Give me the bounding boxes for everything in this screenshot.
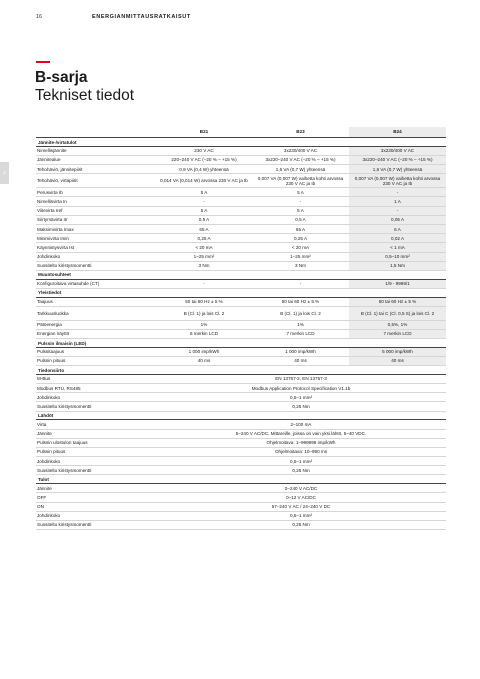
row-value-b24: 0,5–10 mm² [349, 252, 446, 261]
row-value-b21: - [156, 279, 252, 288]
table-row [36, 155, 446, 164]
section-header-row [36, 366, 446, 375]
table-row [36, 438, 446, 447]
table-row [36, 484, 446, 493]
row-value-b23: 50 tai 60 Hz ± 5 % [252, 297, 349, 306]
row-value-all: Modbus Application Protocol Specification V1.1b [156, 384, 446, 393]
row-value-b23: - [252, 279, 349, 288]
row-value-b21: 6 merkin LCD [156, 329, 252, 338]
table-row [36, 357, 446, 366]
table-row [36, 215, 446, 224]
row-label: Konfiguroitava virtasuhde (CT) [36, 279, 156, 288]
row-value-all: 0,5–1 mm² [156, 511, 446, 520]
row-label: Jännitealue [36, 155, 156, 164]
row-value-all: 0–240 V AC/DC [156, 484, 446, 493]
row-value-all: 0,5–1 mm² [156, 393, 446, 402]
language-side-tab [0, 162, 9, 184]
table-row [36, 347, 446, 356]
running-header: ENERGIANMITTAUSRATKAISUT [92, 14, 191, 20]
section-header-row [36, 138, 446, 147]
table-row [36, 393, 446, 402]
row-value-all: 0,25 Nm [156, 402, 446, 411]
section-header-row [36, 270, 446, 279]
table-row [36, 165, 446, 174]
table-row [36, 447, 446, 456]
row-label: Pulssitaajuus [36, 347, 156, 356]
row-label: M-Bus [36, 374, 156, 383]
row-label: Siirtymävirta Itr [36, 215, 156, 224]
table-row [36, 457, 446, 466]
row-label: Nimellisvirta In [36, 197, 156, 206]
row-label: Viitevirta Iref [36, 206, 156, 215]
table-row [36, 306, 446, 320]
table-row [36, 320, 446, 329]
row-label: Suositeltu kiristysmomentti [36, 402, 156, 411]
row-label: Käynnistysvirta Ist [36, 243, 156, 252]
table-row [36, 329, 446, 338]
section-title: Tiedonsiirto [36, 366, 446, 375]
row-label: Johdinkoko [36, 393, 156, 402]
row-value-b21: 0,5 A [156, 215, 252, 224]
column-header: B24 [349, 127, 446, 138]
row-value-b23: 3x230/400 V AC [252, 146, 349, 155]
table-row [36, 197, 446, 206]
row-value-all: Ohjelmoitava: 10–990 ms [156, 447, 446, 456]
table-row [36, 234, 446, 243]
row-label: ON [36, 502, 156, 511]
row-value-b23: 0,007 VA (0,007 W) vaihetta kohti arvossa 230 V AC ja Ib [252, 174, 349, 188]
row-value-b21: - [156, 197, 252, 206]
table-row [36, 206, 446, 215]
row-label: Suositeltu kiristysmomentti [36, 466, 156, 475]
row-value-b24: < 1 mA [349, 243, 446, 252]
row-label: Johdinkoko [36, 511, 156, 520]
row-label: Pätöenergia [36, 320, 156, 329]
row-value-b21: 40 ms [156, 357, 252, 366]
row-value-b23: 65 A [252, 225, 349, 234]
row-value-b21: 5 A [156, 188, 252, 197]
table-row [36, 402, 446, 411]
row-label: Tarkkuusluokka [36, 306, 156, 320]
page-title: B-sarja [35, 69, 88, 86]
table-row [36, 502, 446, 511]
row-label: Tehohäviö, jännitepiirit [36, 165, 156, 174]
row-value-b21: 0,9 VA (0,4 W) yhteensä [156, 165, 252, 174]
row-value-b21: 0,014 VA (0,014 W) arvossa 230 V AC ja Ib [156, 174, 252, 188]
row-value-b21: 230 V AC [156, 146, 252, 155]
column-header [36, 127, 156, 138]
row-value-b21: 220–240 V AC (–20 % – +15 %) [156, 155, 252, 164]
row-label: Jännite [36, 484, 156, 493]
page-subtitle: Tekniset tiedot [35, 87, 135, 104]
row-label: Virta [36, 420, 156, 429]
section-title: Lähdöt [36, 411, 446, 420]
table-row [36, 261, 446, 270]
row-value-b21: 0,25 A [156, 234, 252, 243]
row-label: Tehohäviö, virtapiirit [36, 174, 156, 188]
row-value-b24: 0,5%, 1% [349, 320, 446, 329]
row-value-b24: - [349, 206, 446, 215]
column-header: B23 [252, 127, 349, 138]
row-value-b24: 1 A [349, 197, 446, 206]
table-row [36, 493, 446, 502]
row-value-all: EN 13757-2, EN 13757-3 [156, 374, 446, 383]
accent-bar [36, 61, 50, 63]
row-label: Modbus RTU, RS485 [36, 384, 156, 393]
row-value-b23: 0,25 A [252, 234, 349, 243]
row-label: Johdinkoko [36, 457, 156, 466]
section-title: Yleistiedot [36, 288, 446, 297]
row-value-b23: 5 A [252, 188, 349, 197]
row-value-b24: 1,6 VA (0,7 W) yhteensä [349, 165, 446, 174]
table-row [36, 297, 446, 306]
row-value-b24: 5 000 imp/kWh [349, 347, 446, 356]
row-label: Nimellisjännite [36, 146, 156, 155]
row-value-all: 57–240 V AC / 24–240 V DC [156, 502, 446, 511]
row-value-all: 0–12 V AC/DC [156, 493, 446, 502]
row-value-b24: 3x230/400 V AC [349, 146, 446, 155]
section-title: Tulot [36, 475, 446, 484]
row-value-all: 2–100 mA [156, 420, 446, 429]
row-value-b23: - [252, 197, 349, 206]
row-value-b24: 0,007 VA (0,007 W) vaihetta kohti arvossa 230 V AC ja Ib [349, 174, 446, 188]
table-row [36, 279, 446, 288]
row-value-b24: B (Cl. 1) tai C (Cl. 0,5 S) ja lois Cl. 2 [349, 306, 446, 320]
row-value-b21: 1 000 imp/kWh [156, 347, 252, 356]
spec-table [36, 127, 446, 530]
section-title: Pulssin ilmaisin (LED) [36, 339, 446, 348]
row-value-b21: 50 tai 60 Hz ± 5 % [156, 297, 252, 306]
section-header-row [36, 288, 446, 297]
row-value-b24: 40 ms [349, 357, 446, 366]
row-value-b24: 0,02 A [349, 234, 446, 243]
row-value-all: Ohjelmoitava: 1–999999 imp/kWh [156, 438, 446, 447]
row-value-b23: 1,6 VA (0,7 W) yhteensä [252, 165, 349, 174]
row-value-b21: 5 A [156, 206, 252, 215]
row-value-b23: 7 merkin LCD [252, 329, 349, 338]
row-value-b23: 0,5 A [252, 215, 349, 224]
table-row [36, 243, 446, 252]
row-label: Taajuus [36, 297, 156, 306]
table-row [36, 374, 446, 383]
table-row [36, 429, 446, 438]
row-value-b24: 3x220–240 V AC (–20 % – +15 %) [349, 155, 446, 164]
table-header-row [36, 127, 446, 138]
row-label: Suositeltu kiristysmomentti [36, 520, 156, 529]
table-row [36, 520, 446, 529]
row-value-b21: 3 Nm [156, 261, 252, 270]
row-value-b23: 40 ms [252, 357, 349, 366]
row-label: Jännite [36, 429, 156, 438]
table-row [36, 252, 446, 261]
row-value-b23: < 20 mA [252, 243, 349, 252]
row-value-all: 0,25 Nm [156, 466, 446, 475]
row-value-b21: < 20 mA [156, 243, 252, 252]
row-value-b23: 3 Nm [252, 261, 349, 270]
row-label: Suositeltu kiristysmomentti [36, 261, 156, 270]
row-value-b24: 1,5 Nm [349, 261, 446, 270]
row-value-b24: 1/9 - 9999/1 [349, 279, 446, 288]
table-row [36, 466, 446, 475]
table-row [36, 420, 446, 429]
row-value-b24: 6 A [349, 225, 446, 234]
row-value-b21: 1–25 mm² [156, 252, 252, 261]
section-title: Muuntosuhteet [36, 270, 446, 279]
table-body [36, 138, 446, 530]
row-value-all: 0,25 Nm [156, 520, 446, 529]
row-label: Pulssin pituus [36, 357, 156, 366]
row-label: Johdinkoko [36, 252, 156, 261]
row-value-b24: - [349, 188, 446, 197]
row-value-b24: 50 tai 60 Hz ± 5 % [349, 297, 446, 306]
row-value-all: 0,5–1 mm² [156, 457, 446, 466]
row-value-b21: 65 A [156, 225, 252, 234]
row-label: OFF [36, 493, 156, 502]
section-title: Jännite-/virtatulot [36, 138, 446, 147]
row-value-b24: 7 merkin LCD [349, 329, 446, 338]
page-number: 16 [36, 14, 43, 20]
row-label: Pulssin pituus [36, 447, 156, 456]
section-header-row [36, 475, 446, 484]
side-tab-label: FI [2, 170, 7, 175]
section-header-row [36, 339, 446, 348]
column-header: B21 [156, 127, 252, 138]
table-row [36, 146, 446, 155]
section-header-row [36, 411, 446, 420]
table-row [36, 225, 446, 234]
row-value-b24: 0,05 A [349, 215, 446, 224]
row-label: Pulssin ulostulon taajuus [36, 438, 156, 447]
row-label: Perusvirta Ib [36, 188, 156, 197]
row-value-b23: 1 000 imp/kWh [252, 347, 349, 356]
row-value-b23: 1% [252, 320, 349, 329]
row-value-b21: B (Cl. 1) ja lois Cl. 2 [156, 306, 252, 320]
table-row [36, 174, 446, 188]
row-value-b21: 1% [156, 320, 252, 329]
row-value-all: 5–240 V AC/DC. Mittareille, joissa on vain yksi lähtö, 5–40 VDC. [156, 429, 446, 438]
row-value-b23: B (Cl. 1) ja lois Cl. 2 [252, 306, 349, 320]
row-label: Minimivirta Imin [36, 234, 156, 243]
table-row [36, 511, 446, 520]
row-value-b23: 5 A [252, 206, 349, 215]
table-row [36, 384, 446, 393]
row-label: Energian näyttö [36, 329, 156, 338]
row-label: Maksimivirta Imax [36, 225, 156, 234]
table-row [36, 188, 446, 197]
row-value-b23: 3x220–240 V AC (–20 % – +15 %) [252, 155, 349, 164]
row-value-b23: 1–25 mm² [252, 252, 349, 261]
